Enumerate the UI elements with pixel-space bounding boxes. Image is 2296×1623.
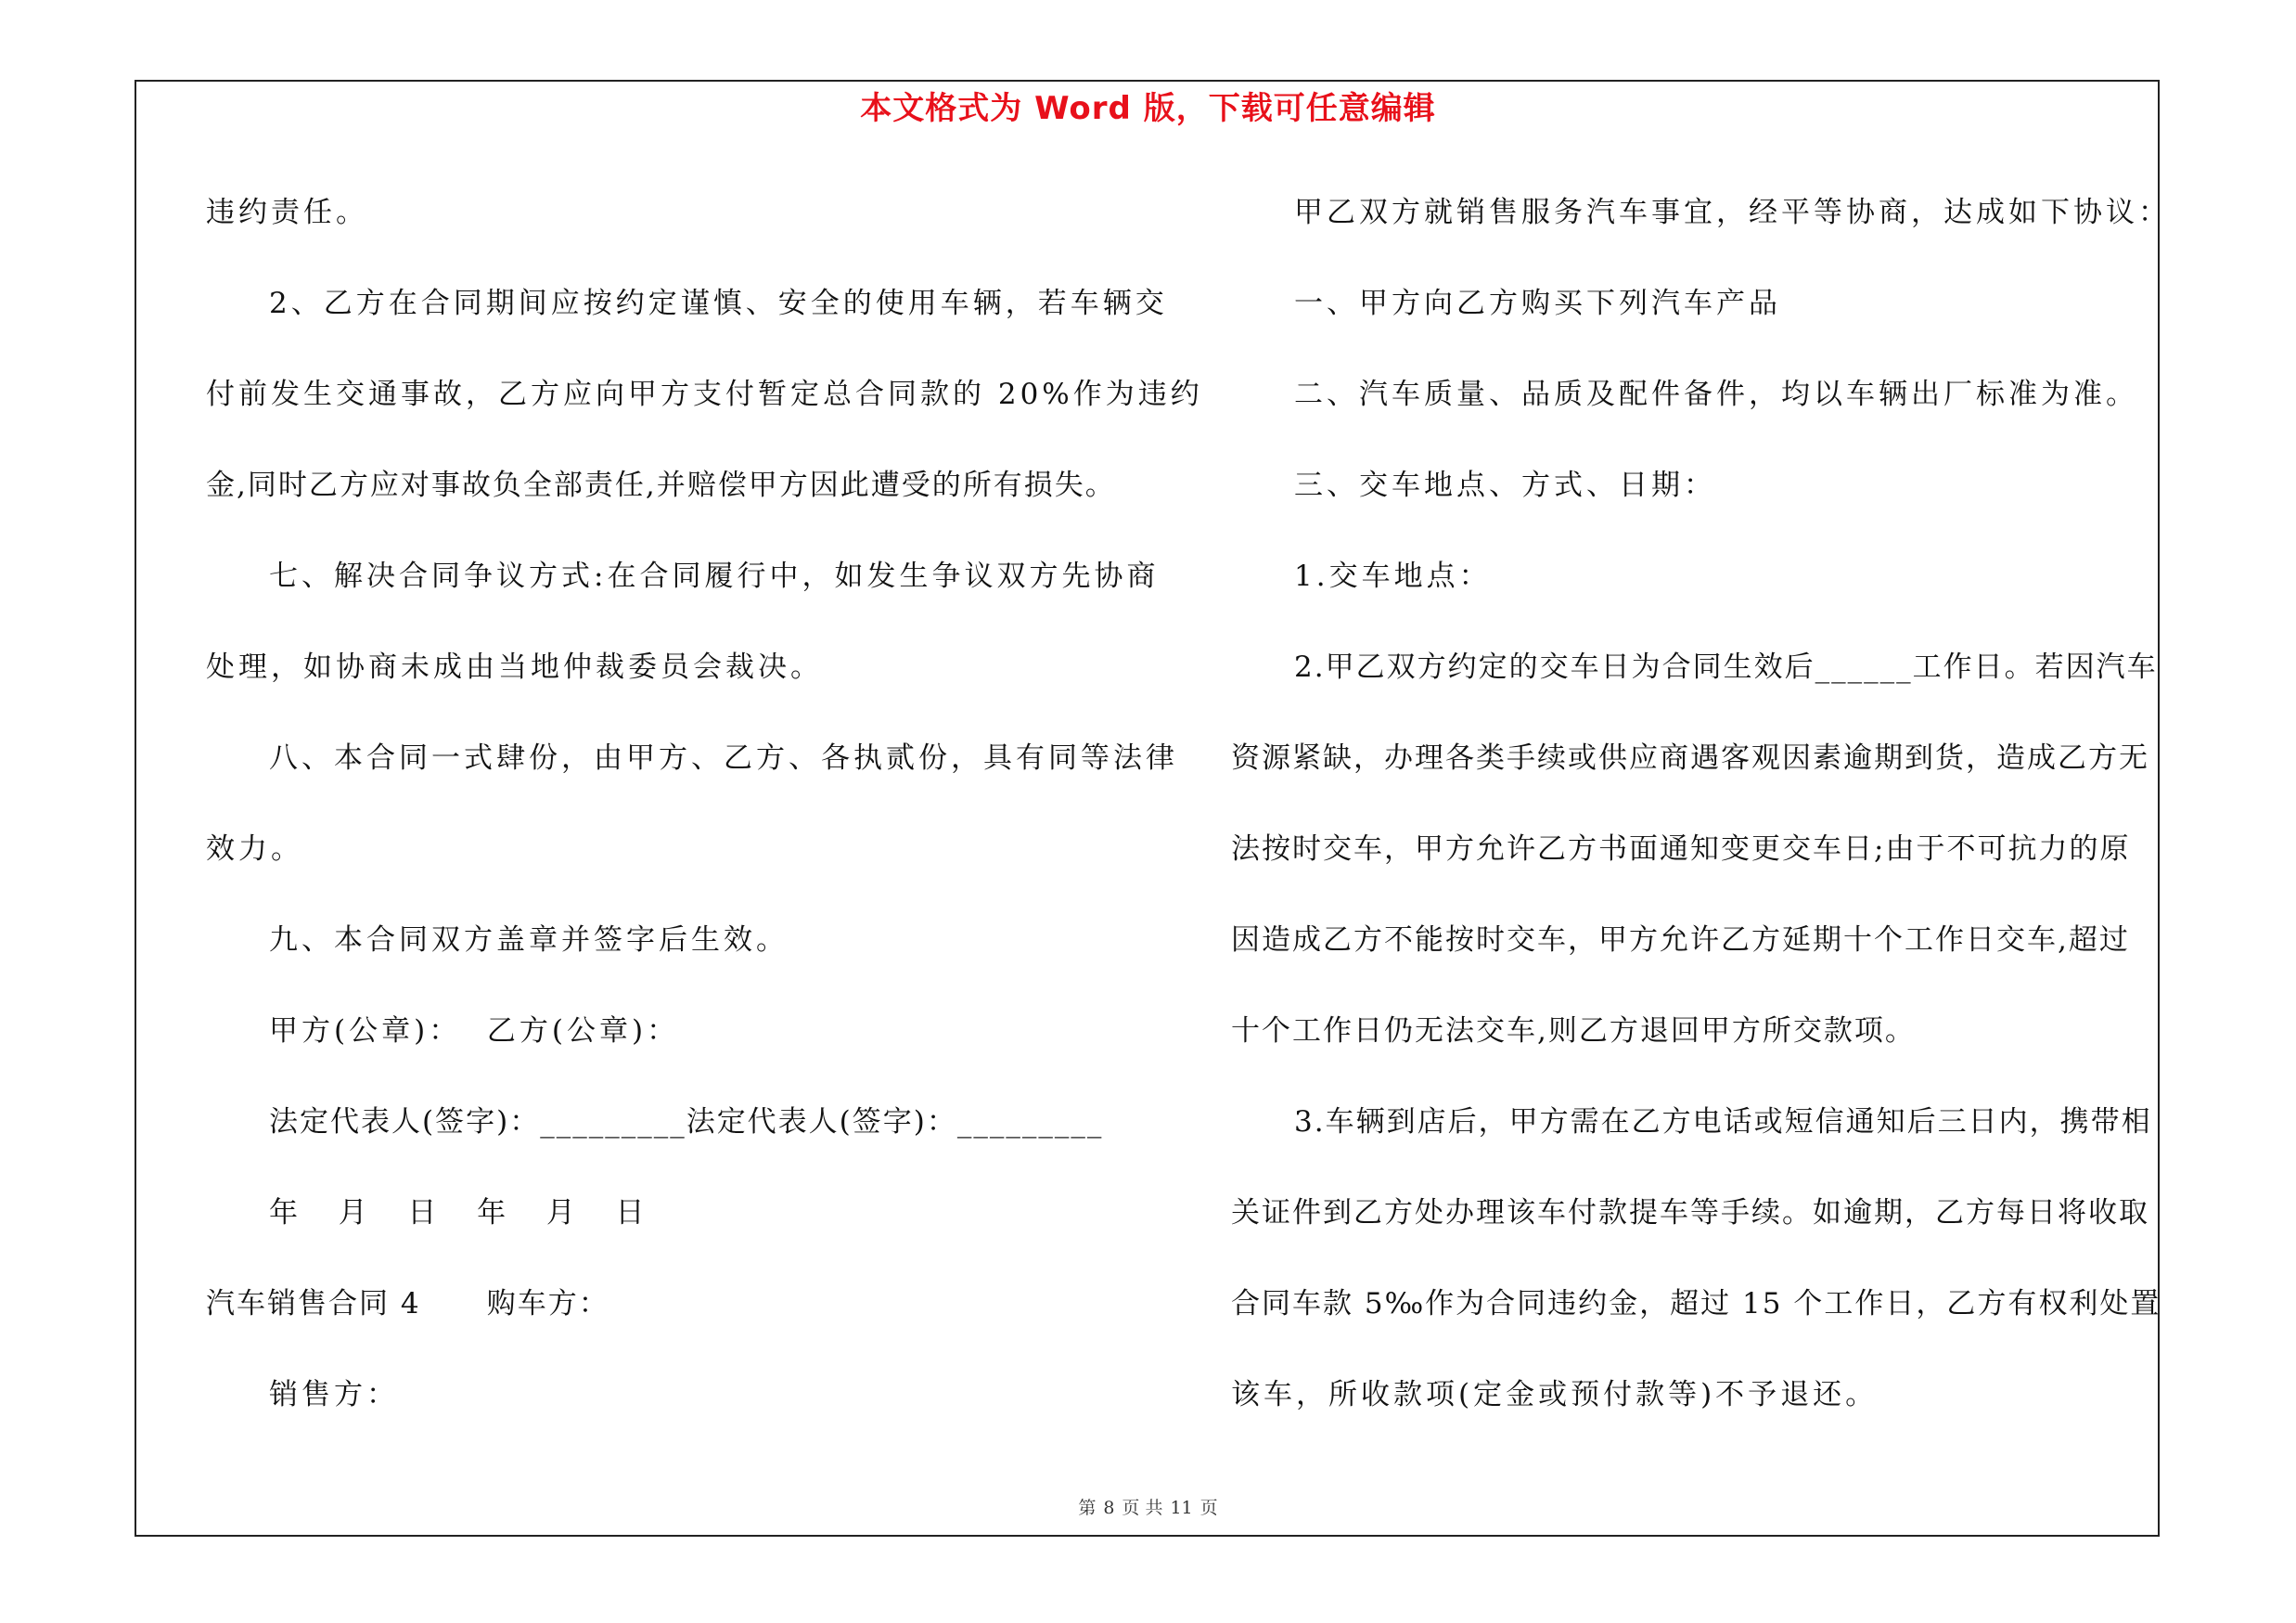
paragraph-line: 3.车辆到店后，甲方需在乙方电话或短信通知后三日内，携带相 bbox=[1294, 1105, 2152, 1139]
paragraph-line: 二、汽车质量、品质及配件备件，均以车辆出厂标准为准。 bbox=[1294, 378, 2138, 411]
paragraph-line: 违约责任。 bbox=[206, 196, 368, 229]
current-page-number: 8 bbox=[1103, 1498, 1115, 1518]
paragraph-line: 关证件到乙方处办理该车付款提车等手续。如逾期，乙方每日将收取 bbox=[1231, 1196, 2149, 1230]
paragraph-line: 八、本合同一式肆份，由甲方、乙方、各执贰份，具有同等法律 bbox=[269, 741, 1178, 775]
contract-title-line: 汽车销售合同 4 购车方： bbox=[206, 1287, 609, 1320]
paragraph-line: 一、甲方向乙方购买下列汽车产品 bbox=[1294, 287, 1781, 320]
footer-prefix: 第 bbox=[1078, 1498, 1097, 1518]
paragraph-line: 资源紧缺，办理各类手续或供应商遇客观因素逾期到货，造成乙方无 bbox=[1231, 741, 2149, 775]
paragraph-line: 三、交车地点、方式、日期： bbox=[1294, 469, 1716, 502]
footer-suffix: 页 bbox=[1199, 1498, 1218, 1518]
paragraph-line: 十个工作日仍无法交车,则乙方退回甲方所交款项。 bbox=[1231, 1014, 1916, 1048]
paragraph-line: 1.交车地点： bbox=[1294, 560, 1492, 593]
paragraph-line: 七、解决合同争议方式:在合同履行中，如发生争议双方先协商 bbox=[269, 560, 1160, 593]
paragraph-line: 法按时交车，甲方允许乙方书面通知变更交车日;由于不可抗力的原 bbox=[1231, 832, 2131, 866]
total-pages-number: 11 bbox=[1170, 1498, 1193, 1518]
paragraph-line: 九、本合同双方盖章并签字后生效。 bbox=[269, 923, 789, 957]
legal-representative-line: 法定代表人(签字)：_________法定代表人(签字)：_________ bbox=[269, 1105, 1104, 1139]
signature-seal-line: 甲方(公章)： 乙方(公章)： bbox=[269, 1014, 680, 1048]
paragraph-line: 2.甲乙双方约定的交车日为合同生效后______工作日。若因汽车 bbox=[1294, 650, 2158, 684]
footer-middle: 页 共 bbox=[1122, 1498, 1163, 1518]
paragraph-line: 付前发生交通事故，乙方应向甲方支付暂定总合同款的 20%作为违约 bbox=[206, 378, 1203, 411]
paragraph-line: 2、乙方在合同期间应按约定谨慎、安全的使用车辆，若车辆交 bbox=[269, 287, 1168, 320]
paragraph-line: 因造成乙方不能按时交车，甲方允许乙方延期十个工作日交车,超过 bbox=[1231, 923, 2130, 957]
seller-line: 销售方： bbox=[269, 1378, 399, 1411]
word-format-notice: 本文格式为 Word 版，下载可任意编辑 bbox=[860, 90, 1436, 127]
paragraph-line: 效力。 bbox=[206, 832, 303, 866]
paragraph-line: 合同车款 5‰作为合同违约金，超过 15 个工作日，乙方有权利处置 bbox=[1231, 1287, 2161, 1320]
paragraph-line: 处理，如协商未成由当地仲裁委员会裁决。 bbox=[206, 650, 823, 684]
paragraph-line: 该车，所收款项(定金或预付款等)不予退还。 bbox=[1231, 1378, 1879, 1411]
date-line: 年 月 日 年 月 日 bbox=[269, 1196, 652, 1230]
page-number-footer bbox=[0, 1495, 2296, 1521]
paragraph-line: 甲乙双方就销售服务汽车事宜，经平等协商，达成如下协议： bbox=[1294, 196, 2171, 229]
paragraph-line: 金,同时乙方应对事故负全部责任,并赔偿甲方因此遭受的所有损失。 bbox=[206, 469, 1116, 502]
